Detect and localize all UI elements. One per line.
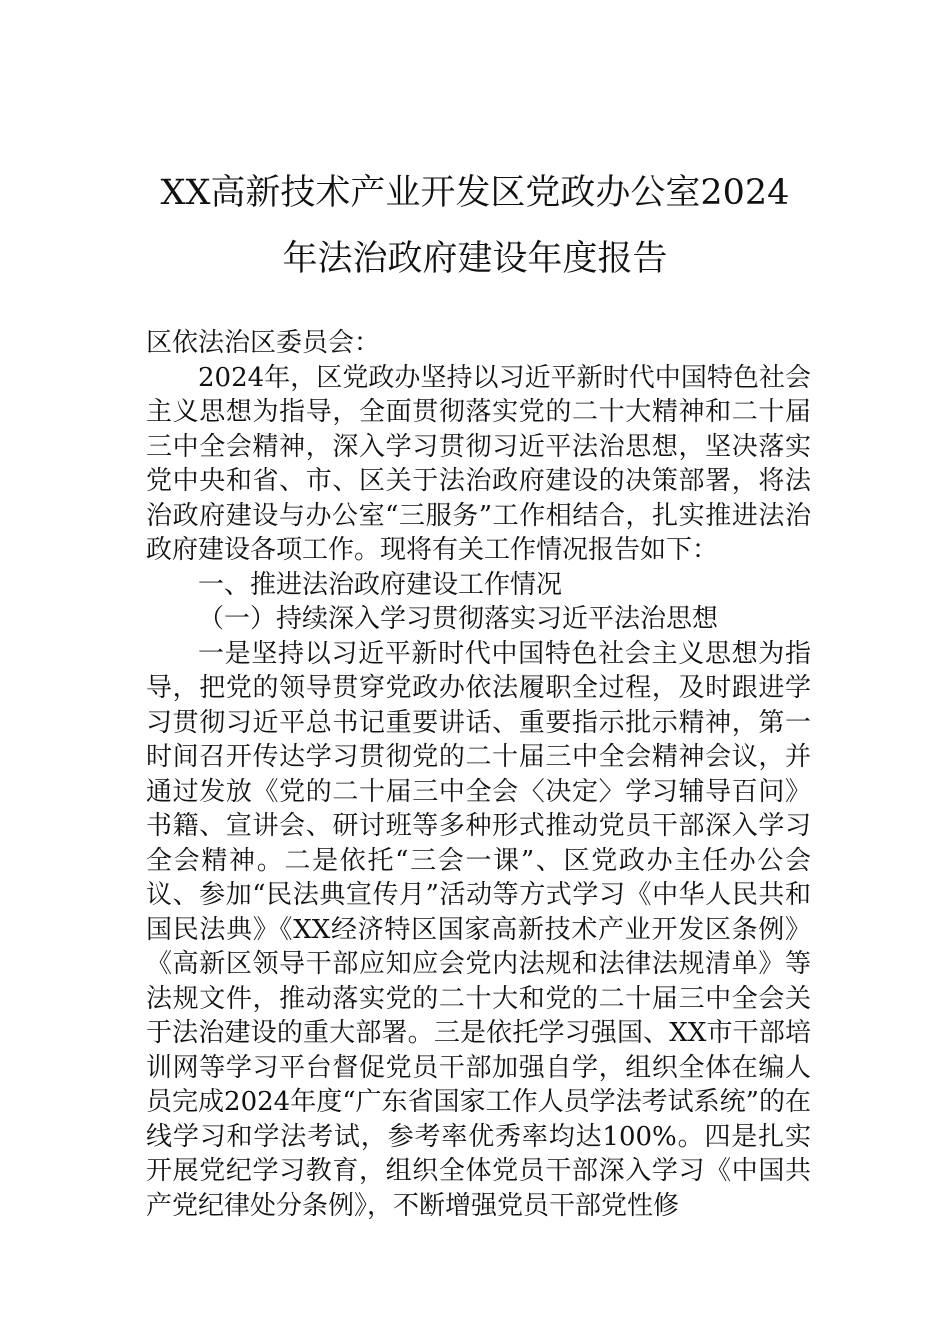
- intro-paragraph: 2024年，区党政办坚持以习近平新时代中国特色社会主义思想为指导，全面贯彻落实党的二十大精神和二十届三中全会精神，深入学习贯彻习近平法治思想，坚决落实党中央和省、市、区关于法治政府建设的决策部署，将法治政府建设与办公室“三服务”工作相结合，扎实推进法治政府建设各项工作。现将有关工作情况报告如下：: [146, 362, 811, 565]
- addressee: 区依法治区委员会：: [146, 328, 381, 358]
- document-title: [120, 160, 830, 292]
- subsection-heading: （一）持续深入学习贯彻落实习近平法治思想: [198, 604, 719, 634]
- body-paragraph: 一是坚持以习近平新时代中国特色社会主义思想为指导，把党的领导贯穿党政办依法履职全过程，及时跟进学习贯彻习近平总书记重要讲话、重要指示批示精神，第一时间召开传达学习贯彻党的二十届三中全会精神会议，并通过发放《党的二十届三中全会〈决定〉学习辅导百问》书籍、宣讲会、研讨班等多种形式推动党员干部深入学习全会精神。二是依托“三会一课”、区党政办主任办公会议、参加“民法典宣传月”活动等方式学习《中华人民共和国民法典》《XX经济特区国家高新技术产业开发区条例》《高新区领导干部应知应会党内法规和法律法规清单》等法规文件，推动落实党的二十大和党的二十届三中全会关于法治建设的重大部署。三是依托学习强国、XX市干部培训网等学习平台督促党员干部加强自学，组织全体在编人员完成2024年度“广东省国家工作人员学法考试系统”的在线学习和学法考试，参考率优秀率均达100%。四是扎实开展党纪学习教育，组织全体党员干部深入学习《中国共产党纪律处分条例》，不断增强党员干部党性修: [146, 638, 811, 1221]
- title-line-1: XX高新技术产业开发区党政办公室2024: [160, 173, 790, 213]
- title-line-2: 年法治政府建设年度报告: [282, 239, 668, 279]
- section-heading: 一、推进法治政府建设工作情况: [198, 569, 563, 600]
- document-body: [146, 326, 811, 1223]
